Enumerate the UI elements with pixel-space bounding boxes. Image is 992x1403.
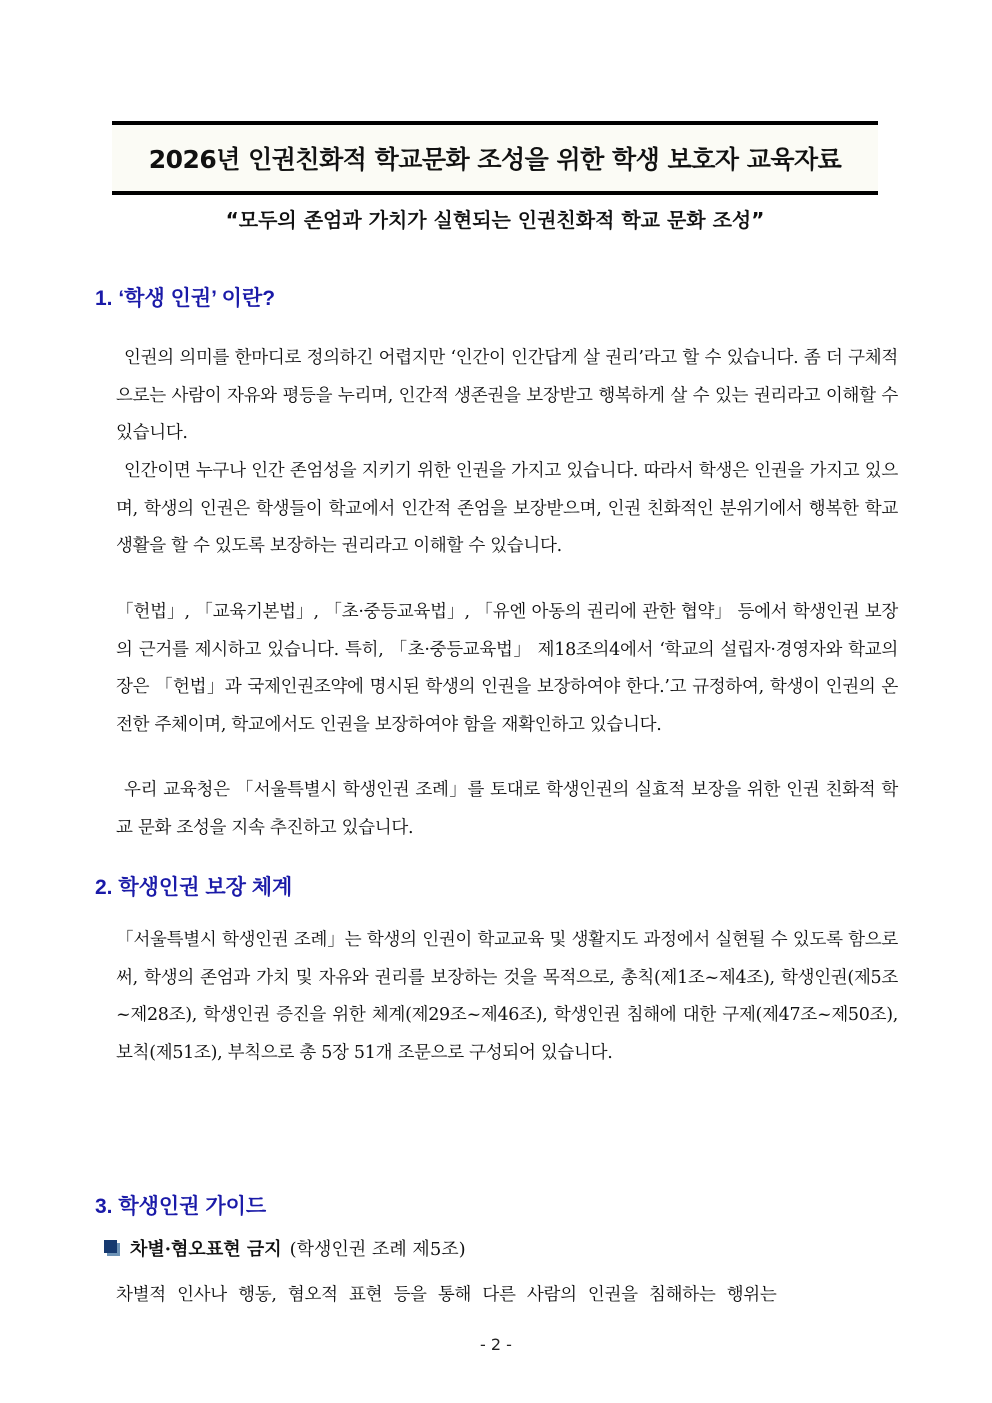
document-title: 2026년 인권친화적 학교문화 조성을 위한 학생 보호자 교육자료 [148,145,842,174]
section-1-heading: 1. ‘학생 인권’ 이란? [95,287,276,310]
section-3-paragraph: 차별적 인사나 행동, 혐오적 표현 등을 통해 다른 사람의 인권을 침해하는 행위는 [116,1285,777,1305]
document-subtitle: “모두의 존엄과 가치가 실현되는 인권친화적 학교 문화 조성” [225,208,765,232]
page-number: - 2 - [480,1335,512,1354]
section-1-paragraph-3: 「헌법」, 「교육기본법」, 「초·중등교육법」, 「유엔 아동의 권리에 관한 협약」 등에서 학생인권 보장의 근거를 제시하고 있습니다. 특히, 「초·중등교육법」 제18조의4에서 ‘학교의 설립자·경영자와 학교의 장은 「헌법」과 국제인권조약에 명시된 학생의 인권을 보장하여야 한다.’고 규정하여, 학생이 인권의 온전한 주체이며, 학교에서도 인권을 보장하여야 함을 재확인하고 있습니다. [116,602,898,735]
square-bullet-icon [104,1240,120,1256]
guide-subheading-reference: (학생인권 조례 제5조) [289,1239,466,1260]
section-1-paragraph-2: 인간이면 누구나 인간 존엄성을 지키기 위한 인권을 가지고 있습니다. 따라서 학생은 인권을 가지고 있으며, 학생의 인권은 학생들이 학교에서 인간적 존엄을 보장받으며, 인권 친화적인 분위기에서 행복한 학교생활을 할 수 있도록 보장하는 권리라고 이해할 수 있습니다. [116,461,898,556]
guide-subheading-title: 차별·혐오표현 금지 [130,1239,282,1260]
guide-subheading [104,1235,466,1261]
title-box [112,121,878,195]
section-1-paragraph-4: 우리 교육청은 「서울특별시 학생인권 조례」를 토대로 학생인권의 실효적 보장을 위한 인권 친화적 학교 문화 조성을 지속 추진하고 있습니다. [116,780,898,838]
section-1-paragraph-1: 인권의 의미를 한마디로 정의하긴 어렵지만 ‘인간이 인간답게 살 권리’라고 할 수 있습니다. 좀 더 구체적으로는 사람이 자유와 평등을 누리며, 인간적 생존권을 보장받고 행복하게 살 수 있는 권리라고 이해할 수 있습니다. [116,348,898,443]
section-2-heading: 2. 학생인권 보장 체계 [95,876,293,899]
section-2-paragraph: 「서울특별시 학생인권 조례」는 학생의 인권이 학교교육 및 생활지도 과정에서 실현될 수 있도록 함으로써, 학생의 존엄과 가치 및 자유와 권리를 보장하는 것을 목적으로, 총칙(제1조~제4조), 학생인권(제5조~제28조), 학생인권 증진을 위한 체계(제29조~제46조), 학생인권 침해에 대한 구제(제47조~제50조), 보칙(제51조), 부칙으로 총 5장 51개 조문으로 구성되어 있습니다. [116,930,898,1063]
section-3-heading: 3. 학생인권 가이드 [95,1195,267,1218]
